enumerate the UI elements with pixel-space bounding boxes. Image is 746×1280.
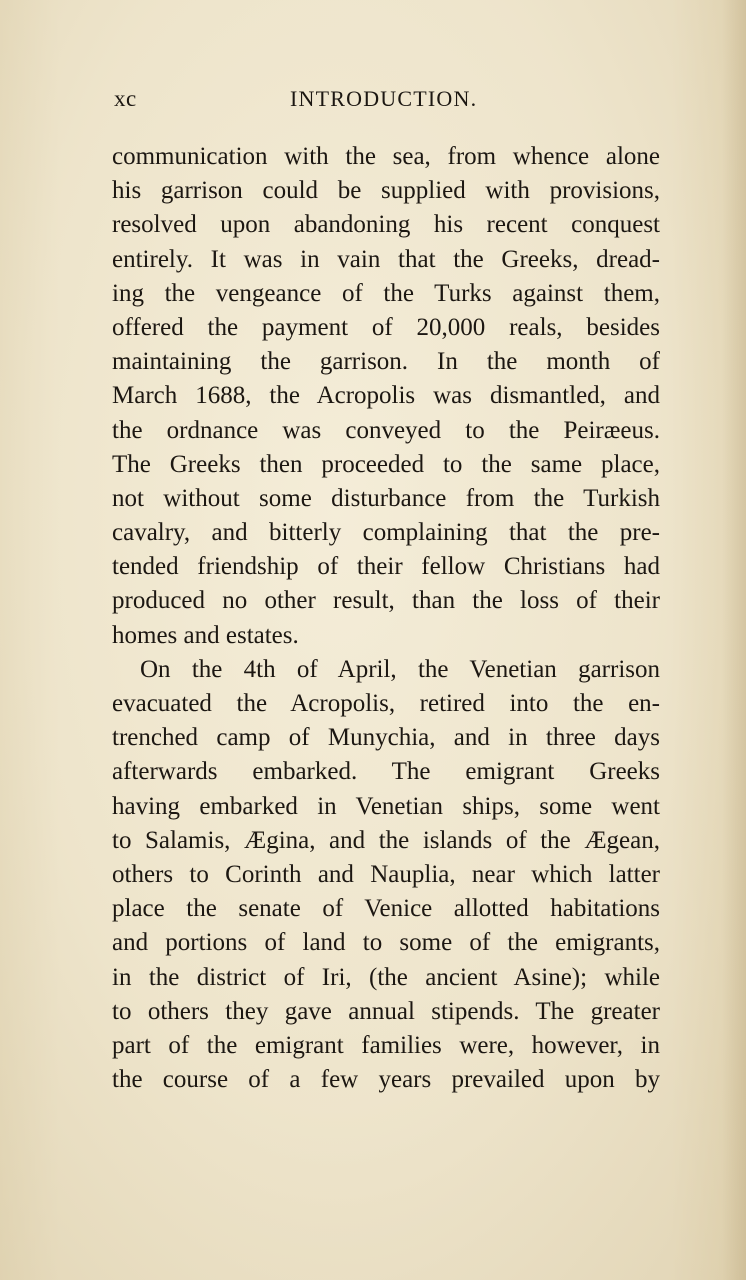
- text-line: the ordnance was conveyed to the Peiræeus.: [112, 416, 660, 444]
- paragraph: [112, 653, 660, 1097]
- text-line: On the 4th of April, the Venetian garrison: [140, 655, 660, 683]
- text-line: place the senate of Venice allotted habitations: [112, 895, 660, 923]
- text-line: others to Corinth and Nauplia, near which latter: [112, 860, 660, 888]
- text-line: entirely. It was in vain that the Greeks, dread-: [112, 245, 660, 273]
- text-line: trenched camp of Munychia, and in three days: [112, 724, 660, 752]
- text-line: ing the vengeance of the Turks against them,: [112, 279, 660, 307]
- page-header: [114, 86, 662, 120]
- text-line: offered the payment of 20,000 reals, besides: [112, 313, 660, 341]
- text-line: not without some disturbance from the Turkish: [112, 484, 660, 512]
- running-title: INTRODUCTION.: [290, 86, 478, 111]
- text-line: having embarked in Venetian ships, some went: [112, 792, 660, 820]
- text-line: in the district of Iri, (the ancient Asine); while: [112, 963, 660, 991]
- text-line: produced no other result, than the loss of their: [112, 587, 660, 615]
- text-line: afterwards embarked. The emigrant Greeks: [112, 758, 660, 786]
- body-text: [112, 140, 660, 1097]
- text-line: to Salamis, Ægina, and the islands of the Ægean,: [112, 826, 660, 854]
- text-line: The Greeks then proceeded to the same place,: [112, 450, 660, 478]
- text-line: March 1688, the Acropolis was dismantled, and: [112, 382, 660, 410]
- text-line: cavalry, and bitterly complaining that the pre-: [112, 519, 660, 547]
- text-line: maintaining the garrison. In the month of: [112, 348, 660, 376]
- paragraph: [112, 140, 660, 653]
- text-line: his garrison could be supplied with provisions,: [112, 177, 660, 205]
- text-line: communication with the sea, from whence alone: [112, 143, 660, 170]
- text-line: the course of a few years prevailed upon by: [112, 1066, 660, 1094]
- text-line: homes and estates.: [112, 621, 299, 649]
- page-number: xc: [114, 86, 137, 111]
- text-line: resolved upon abandoning his recent conquest: [112, 211, 660, 239]
- text-line: to others they gave annual stipends. The greater: [112, 997, 660, 1025]
- text-line: part of the emigrant families were, however, in: [112, 1031, 660, 1059]
- text-line: and portions of land to some of the emigrants,: [112, 929, 660, 957]
- text-line: evacuated the Acropolis, retired into the en-: [112, 690, 660, 717]
- text-line: tended friendship of their fellow Christians had: [112, 553, 660, 581]
